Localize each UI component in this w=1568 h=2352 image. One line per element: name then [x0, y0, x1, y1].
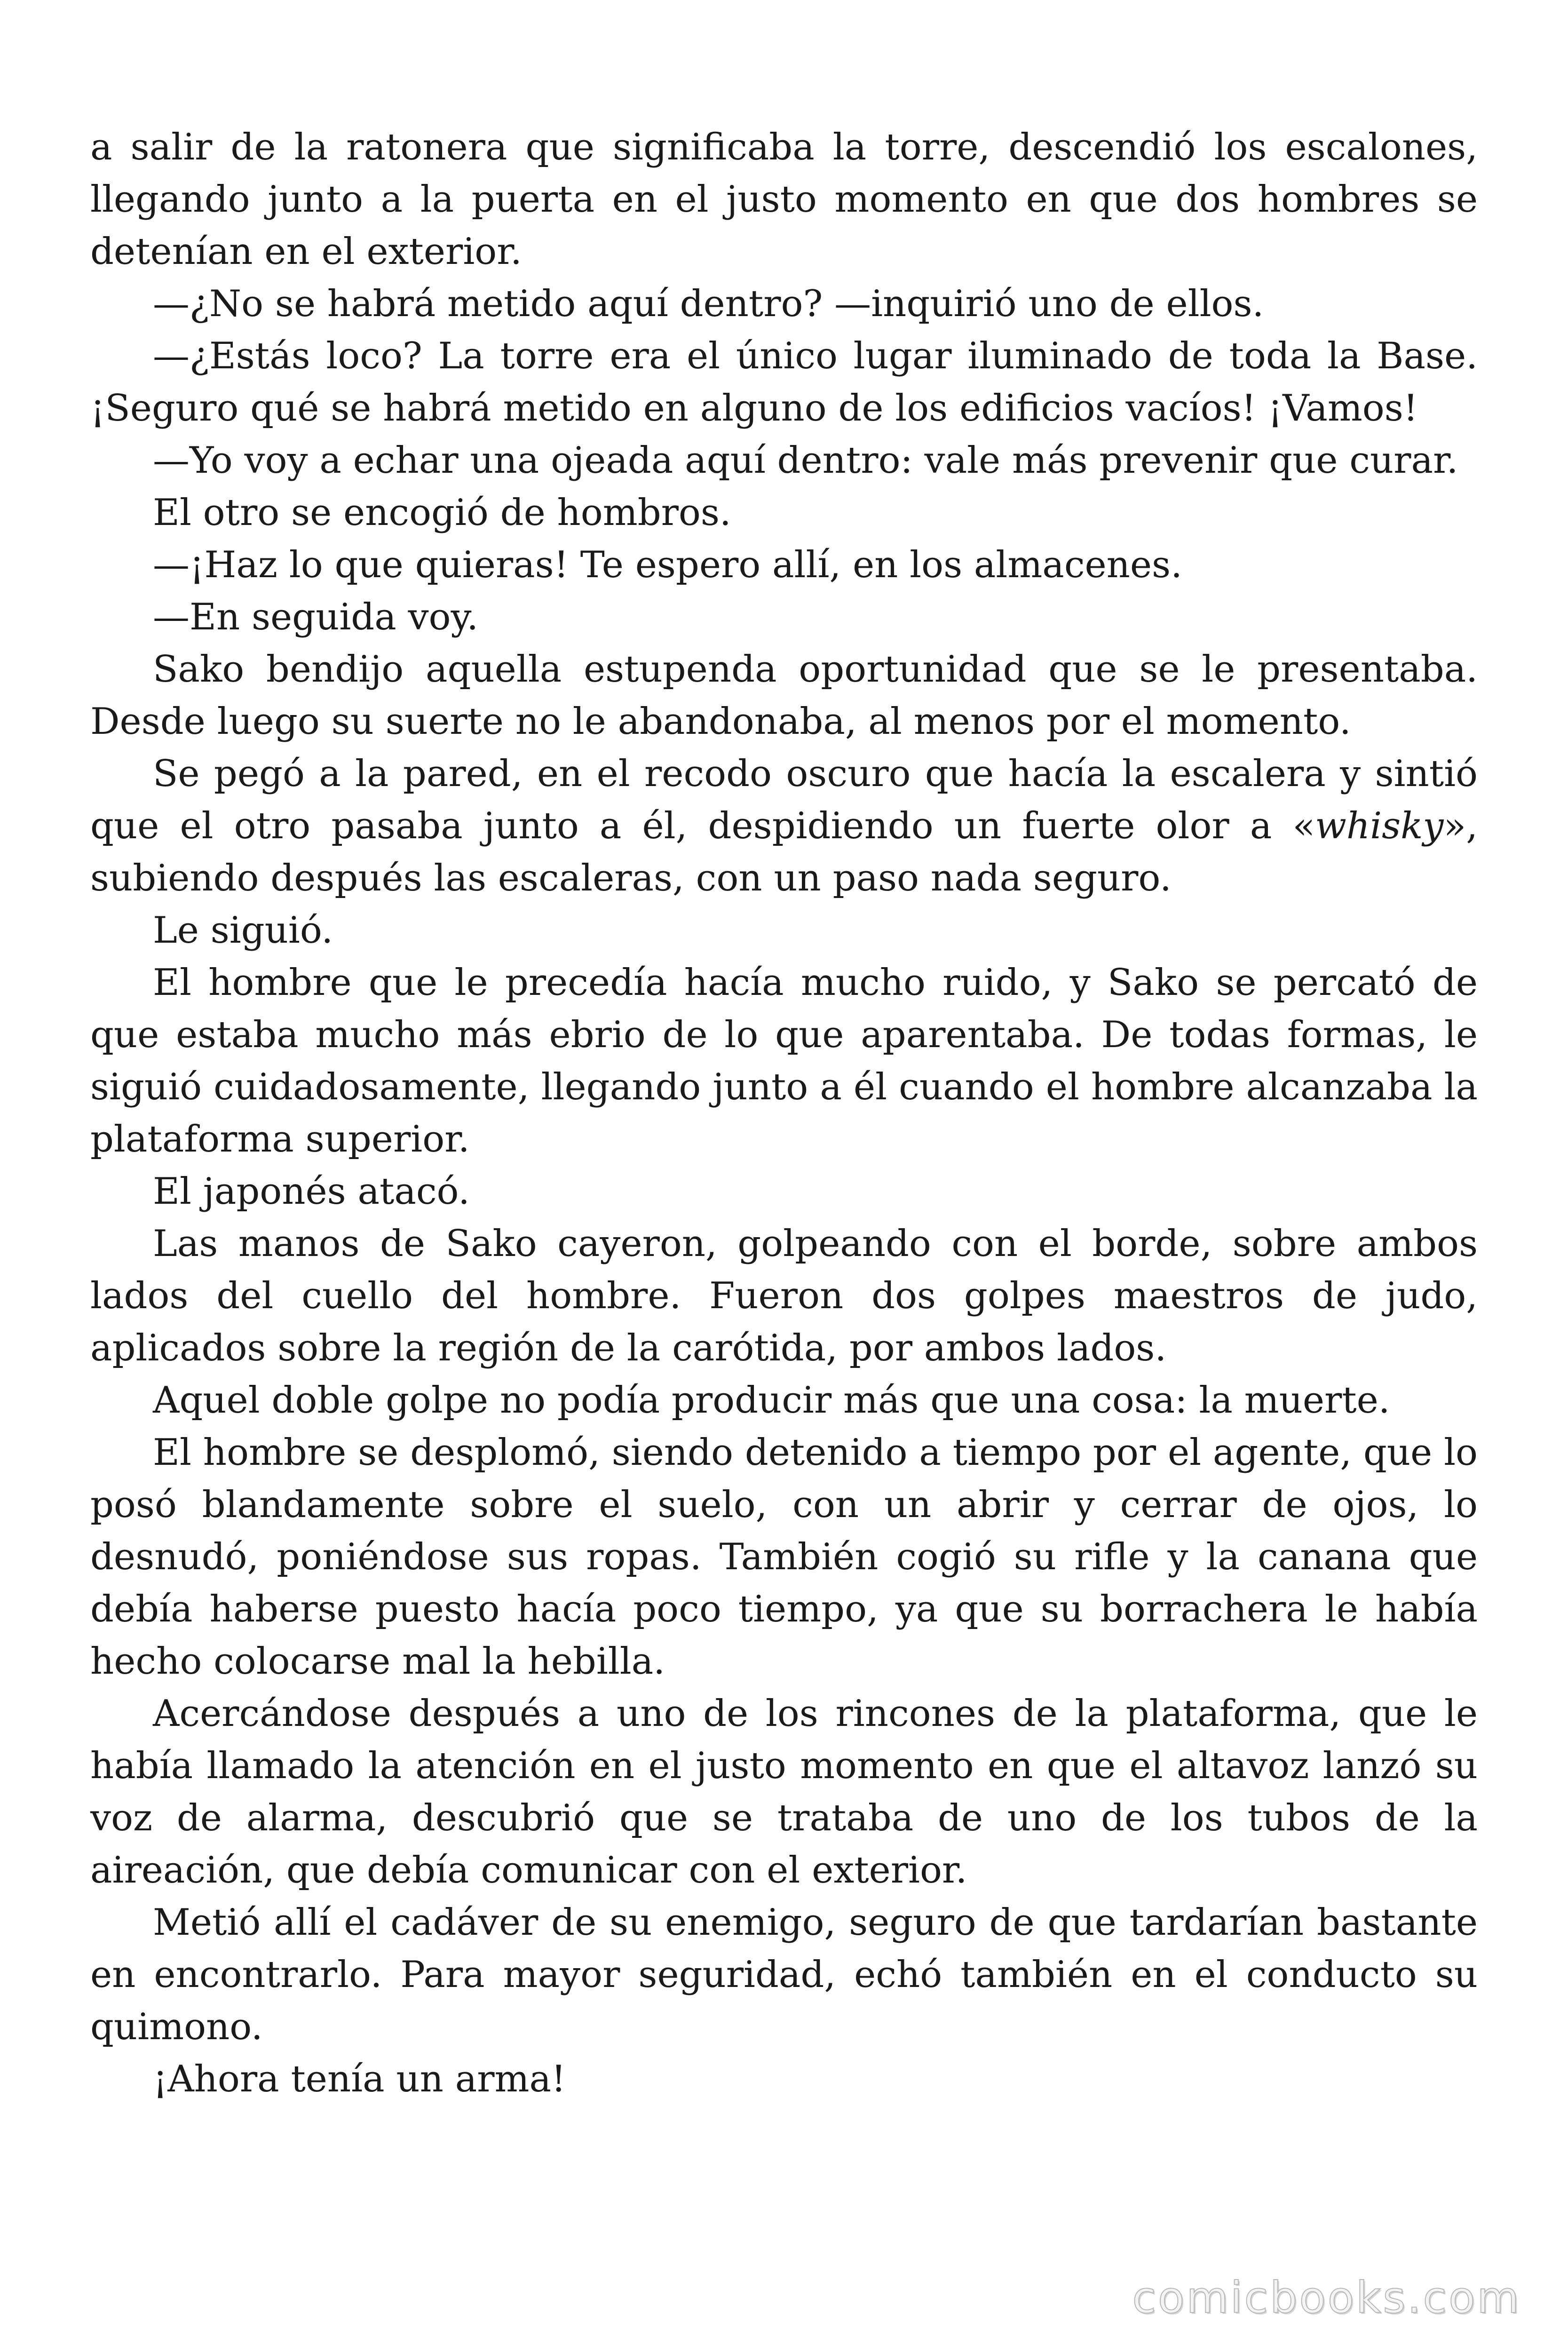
- paragraph: El hombre se desplomó, siendo detenido a tiempo por el agente, que lo posó blandamente sobre el suelo, con un abrir y cerrar de ojos, lo desnudó, poniéndose sus ropas. También cogió su rifle y la canana que debía haberse puesto hacía poco tiempo, ya que su borrachera le había hecho colocarse mal la hebilla.: [90, 1431, 1478, 1683]
- paragraph: a salir de la ratonera que significaba la torre, descendió los escalones, llegando junto a la puerta en el justo momento en que dos hombres se detenían en el exterior.: [90, 126, 1478, 273]
- paragraph: Acercándose después a uno de los rincones de la plataforma, que le había llamado la atención en el justo momento en que el altavoz lanzó su voz de alarma, descubrió que se trataba de uno de los tubos de la aireación, que debía comunicar con el exterior.: [90, 1692, 1478, 1891]
- site-watermark: comicbooks.com: [1132, 2273, 1521, 2323]
- paragraph: El japonés atacó.: [153, 1170, 470, 1213]
- paragraph: El otro se encogió de hombros.: [153, 492, 731, 534]
- paragraph: ¡Ahora tenía un arma!: [153, 2058, 566, 2100]
- paragraph: —En seguida voy.: [153, 596, 479, 638]
- paragraph: Aquel doble golpe no podía producir más que una cosa: la muerte.: [153, 1379, 1390, 1422]
- paragraph: —¡Haz lo que quieras! Te espero allí, en los almacenes.: [153, 544, 1182, 586]
- paragraph: —¿Estás loco? La torre era el único lugar iluminado de toda la Base. ¡Seguro qué se habrá metido en alguno de los edificios vacíos! ¡Vamos!: [90, 335, 1478, 429]
- paragraph: Le siguió.: [153, 909, 333, 952]
- page-body: [90, 121, 1478, 2106]
- italic-word: whisky: [1315, 805, 1444, 847]
- paragraph: Metió allí el cadáver de su enemigo, seguro de que tardarían bastante en encontrarlo. Para mayor seguridad, echó también en el conducto su quimono.: [90, 1901, 1478, 2048]
- paragraph: —Yo voy a echar una ojeada aquí dentro: vale más prevenir que curar.: [153, 439, 1458, 482]
- paragraph: El hombre que le precedía hacía mucho ruido, y Sako se percató de que estaba mucho más ebrio de lo que aparentaba. De todas formas, le siguió cuidadosamente, llegando junto a él cuando el hombre alcanzaba la plataforma superior.: [90, 961, 1478, 1160]
- paragraph: —¿No se habrá metido aquí dentro? —inquirió uno de ellos.: [153, 283, 1264, 325]
- paragraph: Sako bendijo aquella estupenda oportunidad que se le presentaba. Desde luego su suerte no le abandonaba, al menos por el momento.: [90, 648, 1478, 743]
- paragraph: Se pegó a la pared, en el recodo oscuro que hacía la escalera y sintió que el otro pasaba junto a él, despidiendo un fuerte olor a «whisky», subiendo después las escaleras, con un paso nada seguro.: [90, 753, 1478, 899]
- paragraph: Las manos de Sako cayeron, golpeando con el borde, sobre ambos lados del cuello del hombre. Fueron dos golpes maestros de judo, aplicados sobre la región de la carótida, por ambos lados.: [90, 1223, 1478, 1369]
